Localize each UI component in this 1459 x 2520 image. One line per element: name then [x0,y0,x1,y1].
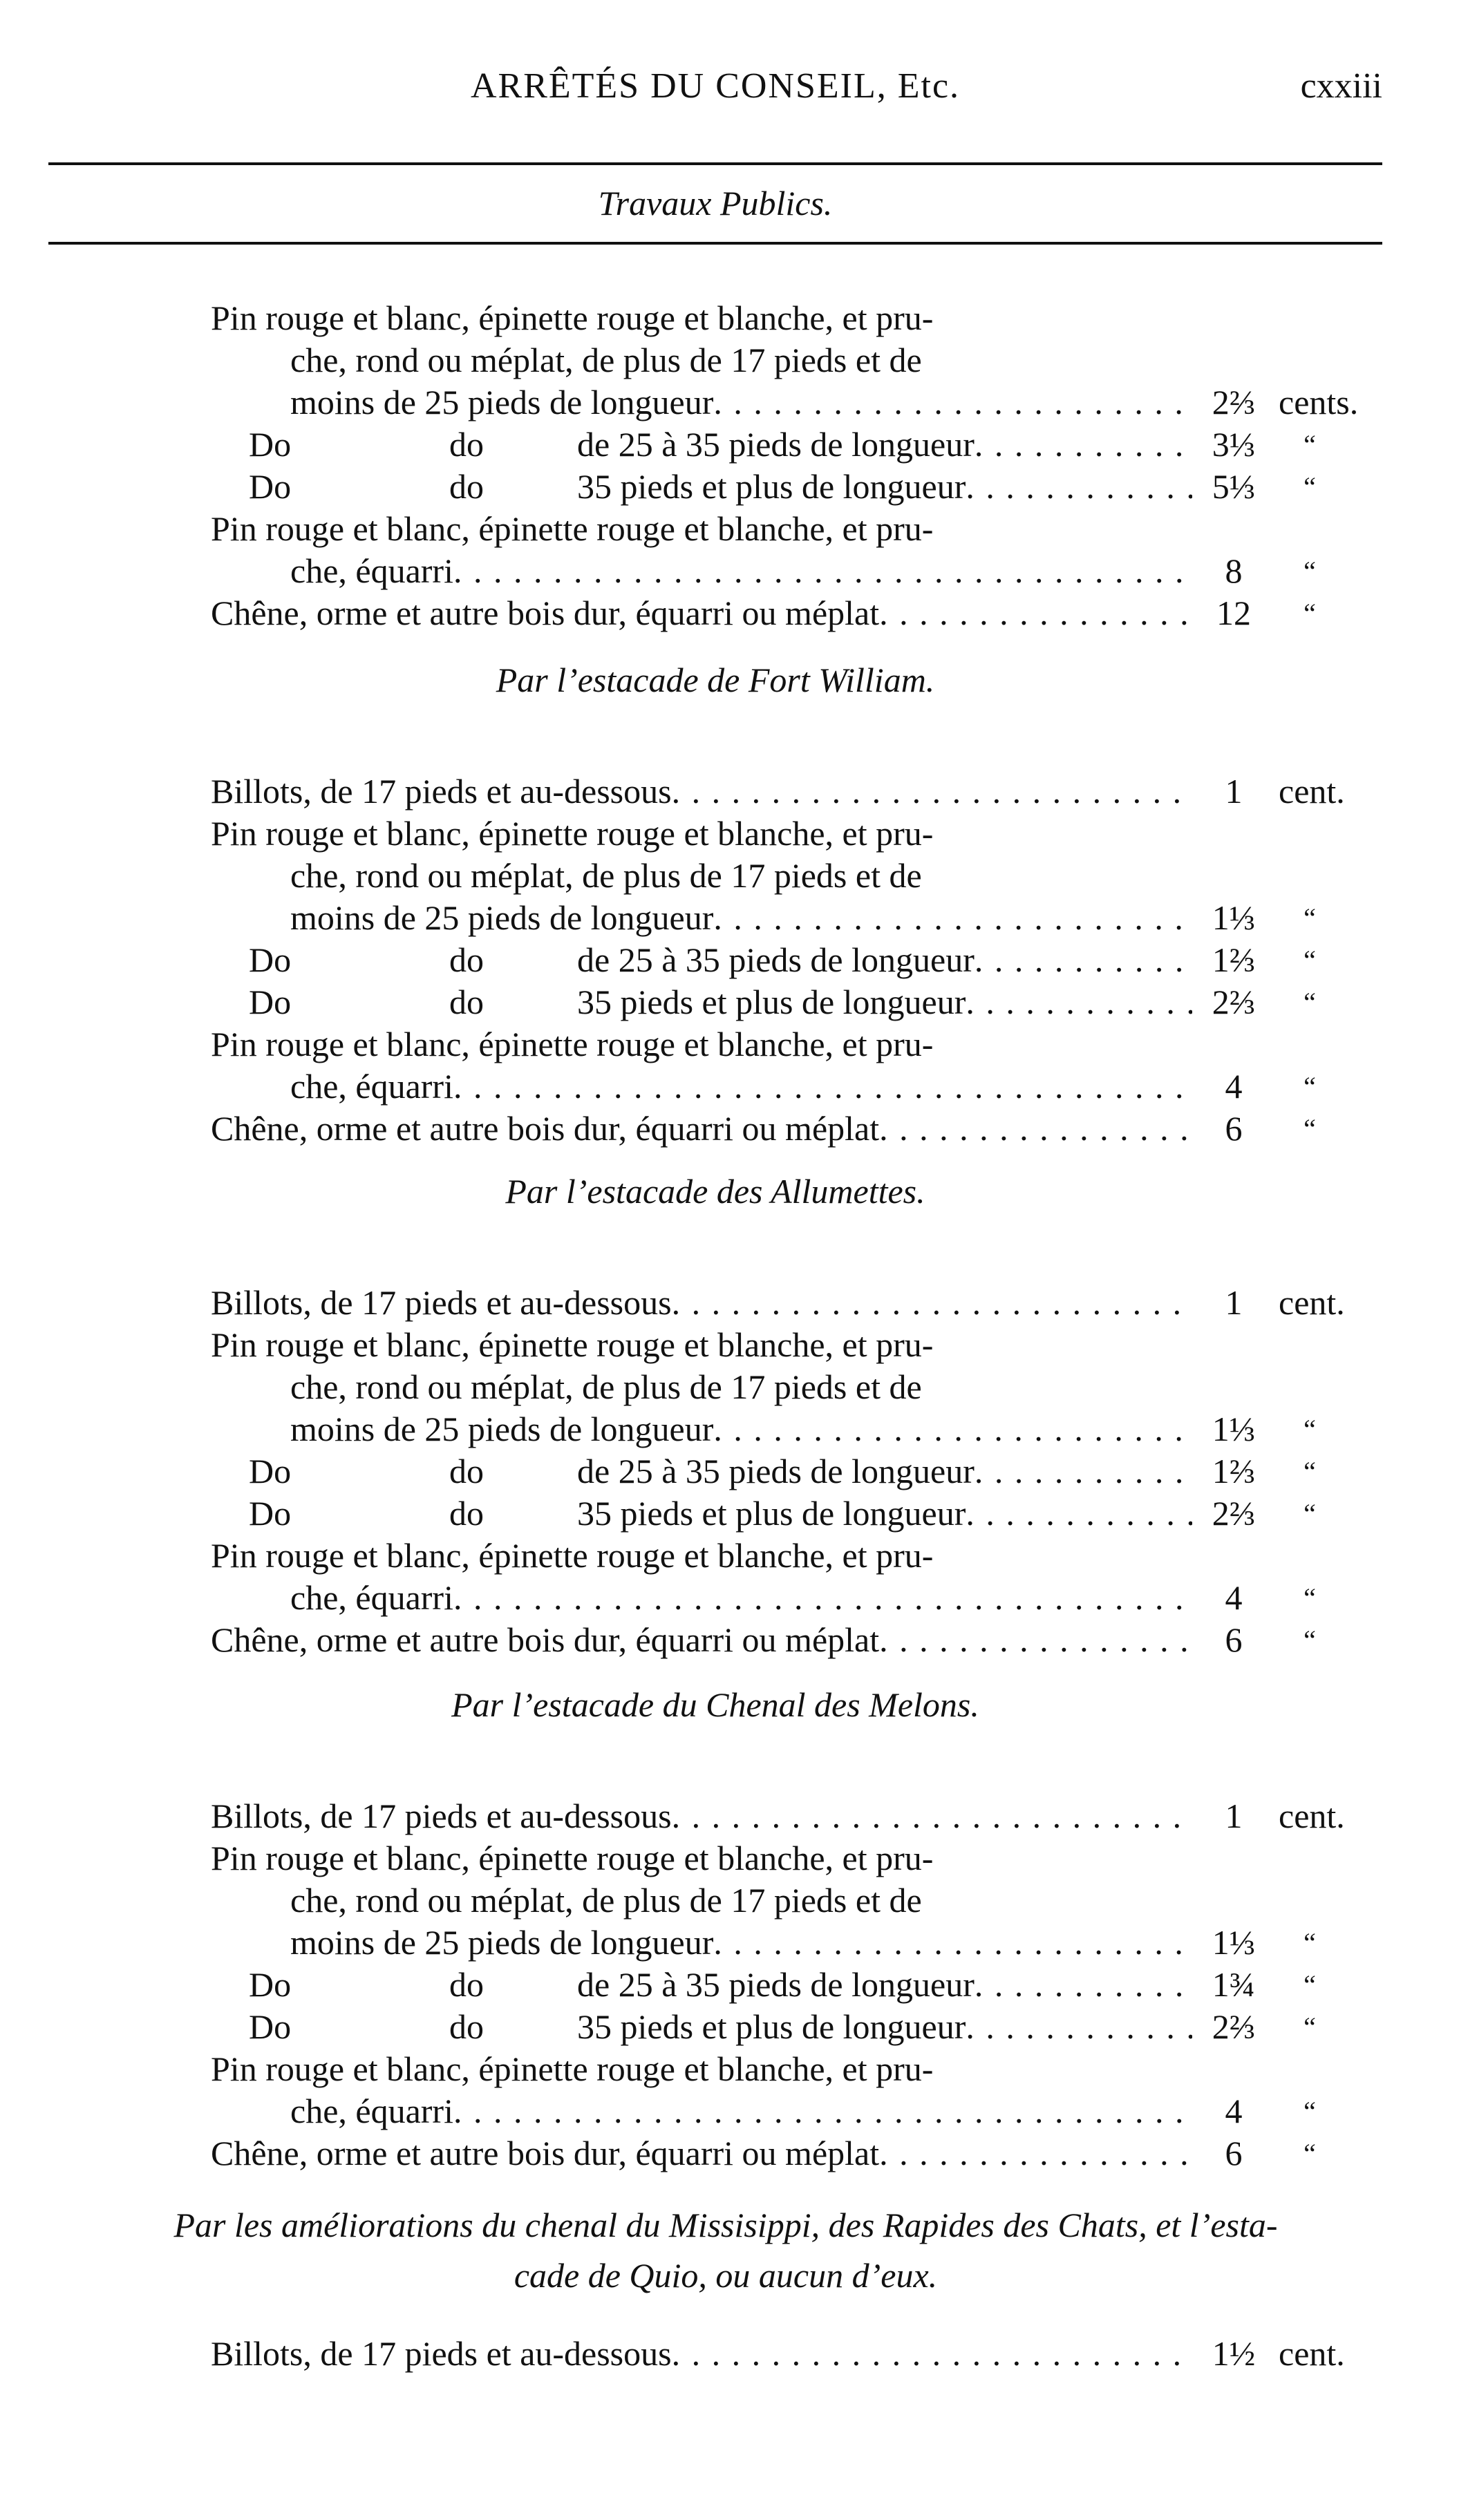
tariff-line [290,855,1192,897]
header-rule-bottom [48,242,1382,245]
ditto-label: Do [249,940,292,979]
tariff-description: Chêne, orme et autre bois dur, équarri ou méplat [211,1109,880,1148]
tariff-rate: 1⅓ [1212,1923,1256,1962]
tariff-line [249,2006,1192,2048]
tariff-line [249,939,1192,981]
ditto-label: Do [249,2007,292,2046]
tariff-rate: 4 [1225,1067,1243,1106]
tariff-rate: 2⅔ [1212,383,1256,421]
ditto-label: do [449,467,484,506]
tariff-line [211,1324,1192,1366]
tariff-rate: 4 [1225,1578,1243,1617]
tariff-unit: “ [1303,2011,1316,2043]
ditto-label: do [449,1452,484,1490]
tariff-line [290,897,1192,939]
ditto-label: Do [249,1965,292,2004]
tariff-description: che, équarri [290,1578,453,1617]
tariff-description: Pin rouge et blanc, épinette rouge et blanche, et pru- [211,509,934,548]
tariff-rate: 1½ [1212,2334,1256,2373]
tariff-rate: 1⅓ [1212,898,1256,937]
tariff-description: moins de 25 pieds de longueur [290,898,714,937]
ditto-label: do [449,940,484,979]
tariff-unit: “ [1303,1071,1316,1102]
dot-leader [966,1493,1192,1535]
dot-leader [672,2333,1192,2375]
tariff-description: che, rond ou méplat, de plus de 17 pieds et de [290,341,922,379]
ditto-label: do [449,2007,484,2046]
tariff-line [249,981,1192,1023]
tariff-line [211,770,1192,813]
final-tariff-line [211,2333,1192,2375]
dot-leader [879,1619,1192,1661]
tariff-unit: “ [1303,1927,1316,1958]
tariff-unit: “ [1303,1456,1316,1487]
dot-leader [672,770,1192,813]
dot-leader [713,381,1192,424]
dot-leader [879,592,1192,634]
tariff-unit: “ [1303,945,1316,976]
tariff-unit: “ [1303,2138,1316,2169]
tariff-rate: 3⅓ [1212,425,1256,464]
tariff-description: Billots, de 17 pieds et au-dessous [211,1283,672,1322]
tariff-line [211,1108,1192,1150]
tariff-description: 35 pieds et plus de longueur [577,1494,966,1533]
final-section-title-line2: cade de Quio, ou aucun d’eux. [514,2256,938,2295]
ditto-label: do [449,1494,484,1533]
subsection-title: Par l’estacade de Fort William. [496,661,935,699]
tariff-line [290,381,1192,424]
tariff-unit: “ [1303,1498,1316,1529]
subsection-title: Par l’estacade des Allumettes. [505,1172,925,1211]
tariff-line [211,1619,1192,1661]
tariff-line [290,1065,1192,1108]
dot-leader [453,1065,1192,1108]
tariff-unit: “ [1303,556,1316,587]
ditto-label: do [449,425,484,464]
section-heading: Travaux Publics. [598,184,833,222]
ditto-label: Do [249,467,292,506]
dot-leader [453,550,1192,592]
tariff-description: che, équarri [290,2092,453,2130]
tariff-description: Pin rouge et blanc, épinette rouge et blanche, et pru- [211,2049,934,2088]
running-head [48,66,1382,128]
dot-leader [453,1577,1192,1619]
tariff-rate: 1 [1225,1797,1243,1835]
tariff-unit: “ [1303,1582,1316,1613]
dot-leader [975,939,1192,981]
tariff-unit: cent. [1279,772,1345,811]
tariff-unit: “ [1303,987,1316,1018]
tariff-rate: 5⅓ [1212,467,1256,506]
tariff-unit: cents. [1279,383,1359,421]
tariff-rate: 1 [1225,1283,1243,1322]
tariff-line [211,2048,1192,2090]
tariff-line [290,550,1192,592]
tariff-rate: 2⅔ [1212,2007,1256,2046]
tariff-description: Billots, de 17 pieds et au-dessous [211,772,672,811]
tariff-line [211,297,1192,339]
dot-leader [672,1795,1192,1837]
tariff-description: Pin rouge et blanc, épinette rouge et blanche, et pru- [211,299,934,337]
dot-leader [453,2090,1192,2132]
tariff-rate: 4 [1225,2092,1243,2130]
tariff-description: Pin rouge et blanc, épinette rouge et blanche, et pru- [211,1536,934,1575]
tariff-rate: 8 [1225,551,1243,590]
tariff-line [211,1023,1192,1065]
ditto-label: do [449,1965,484,2004]
tariff-line [211,813,1192,855]
tariff-line [290,2090,1192,2132]
dot-leader [975,424,1192,466]
tariff-rate: 2⅔ [1212,1494,1256,1533]
tariff-rate: 1¾ [1212,1965,1256,2004]
dot-leader [672,1282,1192,1324]
dot-leader [975,1964,1192,2006]
tariff-rate: 1⅔ [1212,940,1256,979]
tariff-description: 35 pieds et plus de longueur [577,467,966,506]
tariff-description: Billots, de 17 pieds et au-dessous [211,2334,672,2373]
tariff-line [249,1450,1192,1493]
tariff-line [249,424,1192,466]
tariff-line [211,1795,1192,1837]
tariff-line [211,508,1192,550]
dot-leader [966,2006,1192,2048]
tariff-line [211,1282,1192,1324]
tariff-rate: 1⅔ [1212,1452,1256,1490]
dot-leader [879,2132,1192,2175]
tariff-unit: cent. [1279,1283,1345,1322]
tariff-description: Pin rouge et blanc, épinette rouge et blanche, et pru- [211,814,934,853]
tariff-description: che, rond ou méplat, de plus de 17 pieds et de [290,1367,922,1406]
tariff-description: moins de 25 pieds de longueur [290,383,714,421]
tariff-description: che, équarri [290,551,453,590]
subsection-title: Par l’estacade du Chenal des Melons. [451,1685,979,1724]
tariff-unit: “ [1303,429,1316,460]
tariff-description: Pin rouge et blanc, épinette rouge et blanche, et pru- [211,1325,934,1364]
tariff-rate: 2⅔ [1212,983,1256,1021]
final-section-title-line1: Par les améliorations du chenal du Missisippi, des Rapides des Chats, et l’esta- [173,2206,1278,2244]
tariff-rate: 1 [1225,772,1243,811]
tariff-line [211,1837,1192,1879]
ditto-label: Do [249,1494,292,1533]
header-rule-top [48,162,1382,165]
tariff-description: Chêne, orme et autre bois dur, équarri ou méplat [211,1620,880,1659]
dot-leader [966,981,1192,1023]
tariff-description: Pin rouge et blanc, épinette rouge et blanche, et pru- [211,1025,934,1063]
tariff-description: de 25 à 35 pieds de longueur [577,940,975,979]
tariff-line [211,592,1192,634]
tariff-description: 35 pieds et plus de longueur [577,983,966,1021]
tariff-line [290,1408,1192,1450]
page-header-title: ARRÊTÉS DU CONSEIL, Etc. [470,66,961,106]
tariff-rate: 6 [1225,1620,1243,1659]
dot-leader [713,897,1192,939]
tariff-unit: cent. [1279,1797,1345,1835]
ditto-label: Do [249,1452,292,1490]
tariff-description: che, équarri [290,1067,453,1106]
dot-leader [713,1922,1192,1964]
tariff-rate: 6 [1225,2134,1243,2172]
dot-leader [966,466,1192,508]
tariff-description: de 25 à 35 pieds de longueur [577,1965,975,2004]
tariff-description: moins de 25 pieds de longueur [290,1410,714,1448]
tariff-description: Billots, de 17 pieds et au-dessous [211,1797,672,1835]
tariff-description: de 25 à 35 pieds de longueur [577,425,975,464]
tariff-description: de 25 à 35 pieds de longueur [577,1452,975,1490]
tariff-unit: “ [1303,1969,1316,2000]
tariff-rate: 6 [1225,1109,1243,1148]
dot-leader [975,1450,1192,1493]
tariff-line [290,1577,1192,1619]
tariff-unit: “ [1303,598,1316,629]
tariff-rate: 1⅓ [1212,1410,1256,1448]
tariff-unit: cent. [1279,2334,1345,2373]
page-number: cxxiii [1300,66,1382,106]
tariff-unit: “ [1303,1624,1316,1656]
tariff-unit: “ [1303,1113,1316,1144]
tariff-description: Chêne, orme et autre bois dur, équarri ou méplat [211,2134,880,2172]
tariff-unit: “ [1303,1414,1316,1445]
tariff-line [290,1922,1192,1964]
dot-leader [879,1108,1192,1150]
tariff-description: che, rond ou méplat, de plus de 17 pieds et de [290,856,922,895]
tariff-line [211,1535,1192,1577]
ditto-label: Do [249,425,292,464]
tariff-line [249,1964,1192,2006]
tariff-line [290,1366,1192,1408]
tariff-rate: 12 [1216,594,1251,632]
tariff-description: che, rond ou méplat, de plus de 17 pieds et de [290,1881,922,1920]
tariff-unit: “ [1303,2096,1316,2127]
tariff-description: moins de 25 pieds de longueur [290,1923,714,1962]
tariff-unit: “ [1303,902,1316,934]
tariff-description: Chêne, orme et autre bois dur, équarri ou méplat [211,594,880,632]
tariff-line [249,466,1192,508]
tariff-line [290,1879,1192,1922]
tariff-line [249,1493,1192,1535]
tariff-description: Pin rouge et blanc, épinette rouge et blanche, et pru- [211,1839,934,1877]
tariff-line [211,2132,1192,2175]
dot-leader [713,1408,1192,1450]
tariff-unit: “ [1303,471,1316,502]
ditto-label: do [449,983,484,1021]
ditto-label: Do [249,983,292,1021]
tariff-description: 35 pieds et plus de longueur [577,2007,966,2046]
tariff-line [290,339,1192,381]
